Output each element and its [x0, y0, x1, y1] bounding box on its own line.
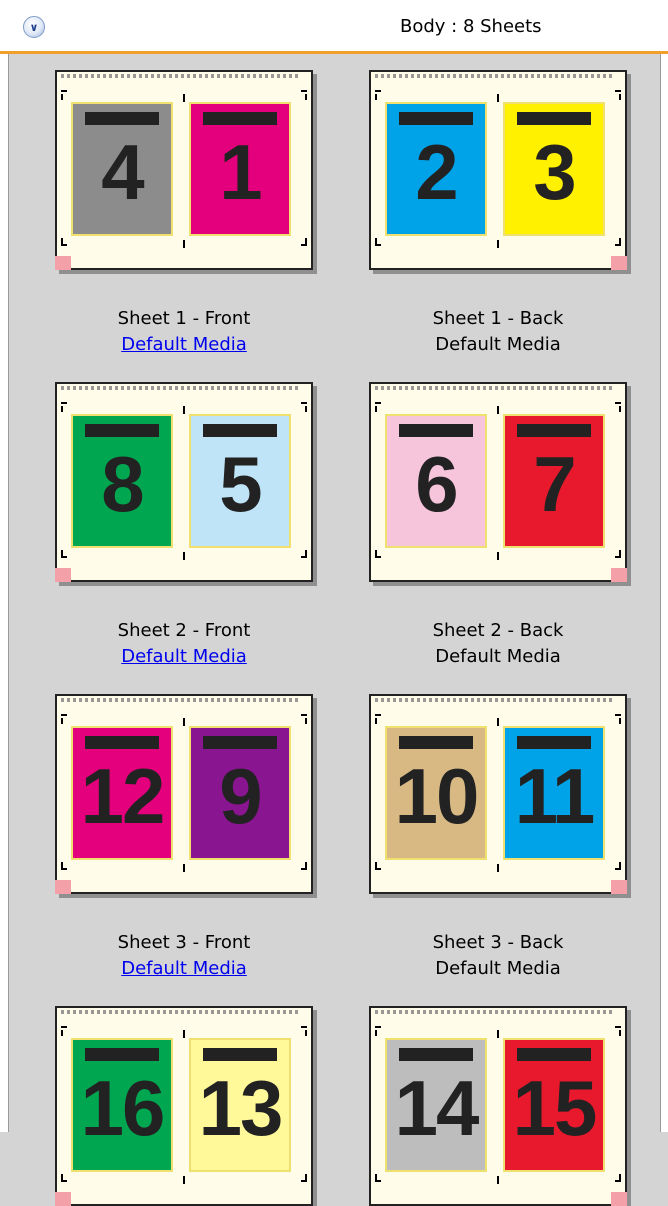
sheet-label: Sheet 3 - Back	[432, 932, 564, 953]
crop-mark	[61, 718, 63, 724]
crop-mark	[183, 94, 185, 102]
page-header-bar	[203, 112, 277, 125]
crop-mark	[301, 90, 307, 92]
crop-mark	[375, 714, 381, 716]
crop-mark	[61, 1026, 67, 1028]
media-row	[378, 956, 618, 982]
sheet-label: Sheet 1 - Front	[117, 308, 251, 329]
crop-mark	[497, 240, 499, 248]
crop-mark	[301, 1180, 307, 1182]
orientation-marker	[611, 880, 627, 894]
slug-line	[375, 386, 615, 390]
crop-mark	[375, 244, 381, 246]
crop-mark	[375, 550, 377, 556]
page-number: 4	[101, 128, 143, 216]
crop-mark	[375, 1030, 377, 1036]
crop-mark	[375, 90, 381, 92]
page-number: 3	[533, 128, 575, 216]
crop-mark	[305, 718, 307, 724]
media-row	[378, 644, 618, 670]
crop-mark	[375, 868, 381, 870]
media-link[interactable]: Default Media	[121, 334, 247, 355]
crop-mark	[375, 94, 377, 100]
media-row	[64, 956, 304, 982]
crop-mark	[615, 1180, 621, 1182]
page-thumbnail[interactable]	[503, 102, 605, 236]
crop-mark	[619, 238, 621, 244]
crop-mark	[61, 862, 63, 868]
page-header-bar	[399, 424, 473, 437]
crop-mark	[497, 552, 499, 560]
page-number: 7	[533, 440, 575, 528]
page-number: 6	[415, 440, 457, 528]
crop-mark	[615, 402, 621, 404]
page-thumbnail[interactable]	[71, 414, 173, 548]
page-header-bar	[517, 424, 591, 437]
page-number: 5	[219, 440, 261, 528]
right-border	[660, 54, 668, 1132]
page-number: 16	[80, 1064, 164, 1152]
sheet-thumbnail[interactable]	[369, 694, 627, 894]
page-number: 1	[219, 128, 261, 216]
crop-mark	[497, 864, 499, 872]
media-row	[64, 644, 304, 670]
crop-mark	[375, 718, 377, 724]
crop-mark	[301, 244, 307, 246]
crop-mark	[305, 238, 307, 244]
media-link[interactable]: Default Media	[121, 646, 247, 667]
crop-mark	[615, 90, 621, 92]
crop-mark	[61, 550, 63, 556]
crop-mark	[61, 90, 67, 92]
crop-mark	[305, 1174, 307, 1180]
sheet-caption	[378, 618, 618, 670]
crop-mark	[305, 94, 307, 100]
sheet-thumbnail[interactable]	[55, 694, 313, 894]
orientation-marker	[55, 880, 71, 894]
crop-mark	[301, 1026, 307, 1028]
sheet-caption	[64, 618, 304, 670]
crop-mark	[619, 862, 621, 868]
crop-mark	[619, 1030, 621, 1036]
crop-mark	[619, 94, 621, 100]
slug-line	[375, 74, 615, 78]
media-row	[64, 332, 304, 358]
page-header-bar	[517, 1048, 591, 1061]
crop-mark	[301, 868, 307, 870]
sheet-thumbnail[interactable]	[55, 1006, 313, 1206]
crop-mark	[305, 862, 307, 868]
page-thumbnail[interactable]	[71, 1038, 173, 1172]
page-number: 10	[394, 752, 478, 840]
crop-mark	[375, 1180, 381, 1182]
page-header-bar	[85, 112, 159, 125]
page-thumbnail[interactable]	[503, 414, 605, 548]
crop-mark	[61, 1174, 63, 1180]
page-thumbnail[interactable]	[385, 414, 487, 548]
page-thumbnail[interactable]	[503, 1038, 605, 1172]
page-header-bar	[399, 736, 473, 749]
media-link[interactable]: Default Media	[121, 958, 247, 979]
crop-mark	[615, 1026, 621, 1028]
crop-mark	[183, 240, 185, 248]
sheet-caption	[378, 930, 618, 982]
sheet-thumbnail[interactable]	[55, 382, 313, 582]
page-header-bar	[85, 424, 159, 437]
crop-mark	[61, 1180, 67, 1182]
crop-mark	[183, 718, 185, 726]
crop-mark	[183, 1176, 185, 1184]
page-thumbnail[interactable]	[503, 726, 605, 860]
crop-mark	[615, 244, 621, 246]
crop-mark	[61, 714, 67, 716]
sheet-caption	[64, 930, 304, 982]
crop-mark	[61, 406, 63, 412]
crop-mark	[497, 1176, 499, 1184]
page-header-bar	[203, 424, 277, 437]
left-border	[0, 54, 9, 1132]
crop-mark	[305, 406, 307, 412]
crop-mark	[619, 550, 621, 556]
orientation-marker	[611, 256, 627, 270]
page-number: 9	[219, 752, 261, 840]
page-number: 8	[101, 440, 143, 528]
sheet-label: Sheet 2 - Front	[117, 620, 251, 641]
page-header-bar	[203, 736, 277, 749]
crop-mark	[619, 1174, 621, 1180]
media-row	[378, 332, 618, 358]
crop-mark	[305, 550, 307, 556]
page-thumbnail[interactable]	[189, 726, 291, 860]
sheet-label: Sheet 3 - Front	[117, 932, 251, 953]
slug-line	[61, 386, 301, 390]
sheet-thumbnail[interactable]	[369, 70, 627, 270]
page-header-bar	[203, 1048, 277, 1061]
orientation-marker	[55, 568, 71, 582]
page-header-bar	[517, 112, 591, 125]
sheet-thumbnail[interactable]	[369, 382, 627, 582]
crop-mark	[497, 406, 499, 414]
crop-mark	[61, 868, 67, 870]
slug-line	[375, 1010, 615, 1014]
slug-line	[61, 1010, 301, 1014]
crop-mark	[375, 406, 377, 412]
crop-mark	[61, 1030, 63, 1036]
crop-mark	[301, 556, 307, 558]
crop-mark	[375, 556, 381, 558]
page-number: 2	[415, 128, 457, 216]
crop-mark	[61, 402, 67, 404]
crop-mark	[301, 402, 307, 404]
crop-mark	[497, 718, 499, 726]
crop-mark	[183, 552, 185, 560]
page-number: 13	[198, 1064, 282, 1152]
crop-mark	[375, 402, 381, 404]
crop-mark	[497, 94, 499, 102]
crop-mark	[619, 718, 621, 724]
crop-mark	[183, 406, 185, 414]
orientation-marker	[55, 1192, 71, 1206]
slug-line	[61, 74, 301, 78]
page-number: 15	[512, 1064, 596, 1152]
slug-line	[375, 698, 615, 702]
crop-mark	[301, 714, 307, 716]
page-header-bar	[517, 736, 591, 749]
page-number: 11	[514, 752, 594, 840]
page-number: 14	[394, 1064, 478, 1152]
sheet-thumbnail[interactable]	[55, 70, 313, 270]
page-thumbnail[interactable]	[385, 102, 487, 236]
crop-mark	[183, 1030, 185, 1038]
crop-mark	[375, 238, 377, 244]
crop-mark	[615, 714, 621, 716]
crop-mark	[375, 1174, 377, 1180]
section-header	[0, 0, 668, 54]
page-thumbnail[interactable]	[385, 1038, 487, 1172]
page-header-bar	[85, 736, 159, 749]
crop-mark	[305, 1030, 307, 1036]
double-chevron-down-icon[interactable]: ∨	[23, 16, 45, 38]
media-label: Default Media	[435, 334, 561, 355]
page-thumbnail[interactable]	[71, 726, 173, 860]
page-header-bar	[399, 1048, 473, 1061]
section-title: Body : 8 Sheets	[400, 16, 542, 37]
media-label: Default Media	[435, 646, 561, 667]
page-header-bar	[399, 112, 473, 125]
sheet-thumbnail[interactable]	[369, 1006, 627, 1206]
sheet-label: Sheet 2 - Back	[432, 620, 564, 641]
crop-mark	[375, 862, 377, 868]
page-thumbnail[interactable]	[385, 726, 487, 860]
slug-line	[61, 698, 301, 702]
crop-mark	[497, 1030, 499, 1038]
sheet-caption	[378, 306, 618, 358]
crop-mark	[375, 1026, 381, 1028]
page-header-bar	[85, 1048, 159, 1061]
crop-mark	[61, 238, 63, 244]
crop-mark	[61, 556, 67, 558]
page-thumbnail[interactable]	[189, 414, 291, 548]
orientation-marker	[611, 1192, 627, 1206]
crop-mark	[615, 868, 621, 870]
sheet-caption	[64, 306, 304, 358]
orientation-marker	[55, 256, 71, 270]
page-thumbnail[interactable]	[189, 1038, 291, 1172]
crop-mark	[61, 94, 63, 100]
media-label: Default Media	[435, 958, 561, 979]
page-number: 12	[80, 752, 164, 840]
crop-mark	[615, 556, 621, 558]
crop-mark	[183, 864, 185, 872]
sheet-label: Sheet 1 - Back	[432, 308, 564, 329]
orientation-marker	[611, 568, 627, 582]
page-thumbnail[interactable]	[71, 102, 173, 236]
page-thumbnail[interactable]	[189, 102, 291, 236]
crop-mark	[619, 406, 621, 412]
crop-mark	[61, 244, 67, 246]
